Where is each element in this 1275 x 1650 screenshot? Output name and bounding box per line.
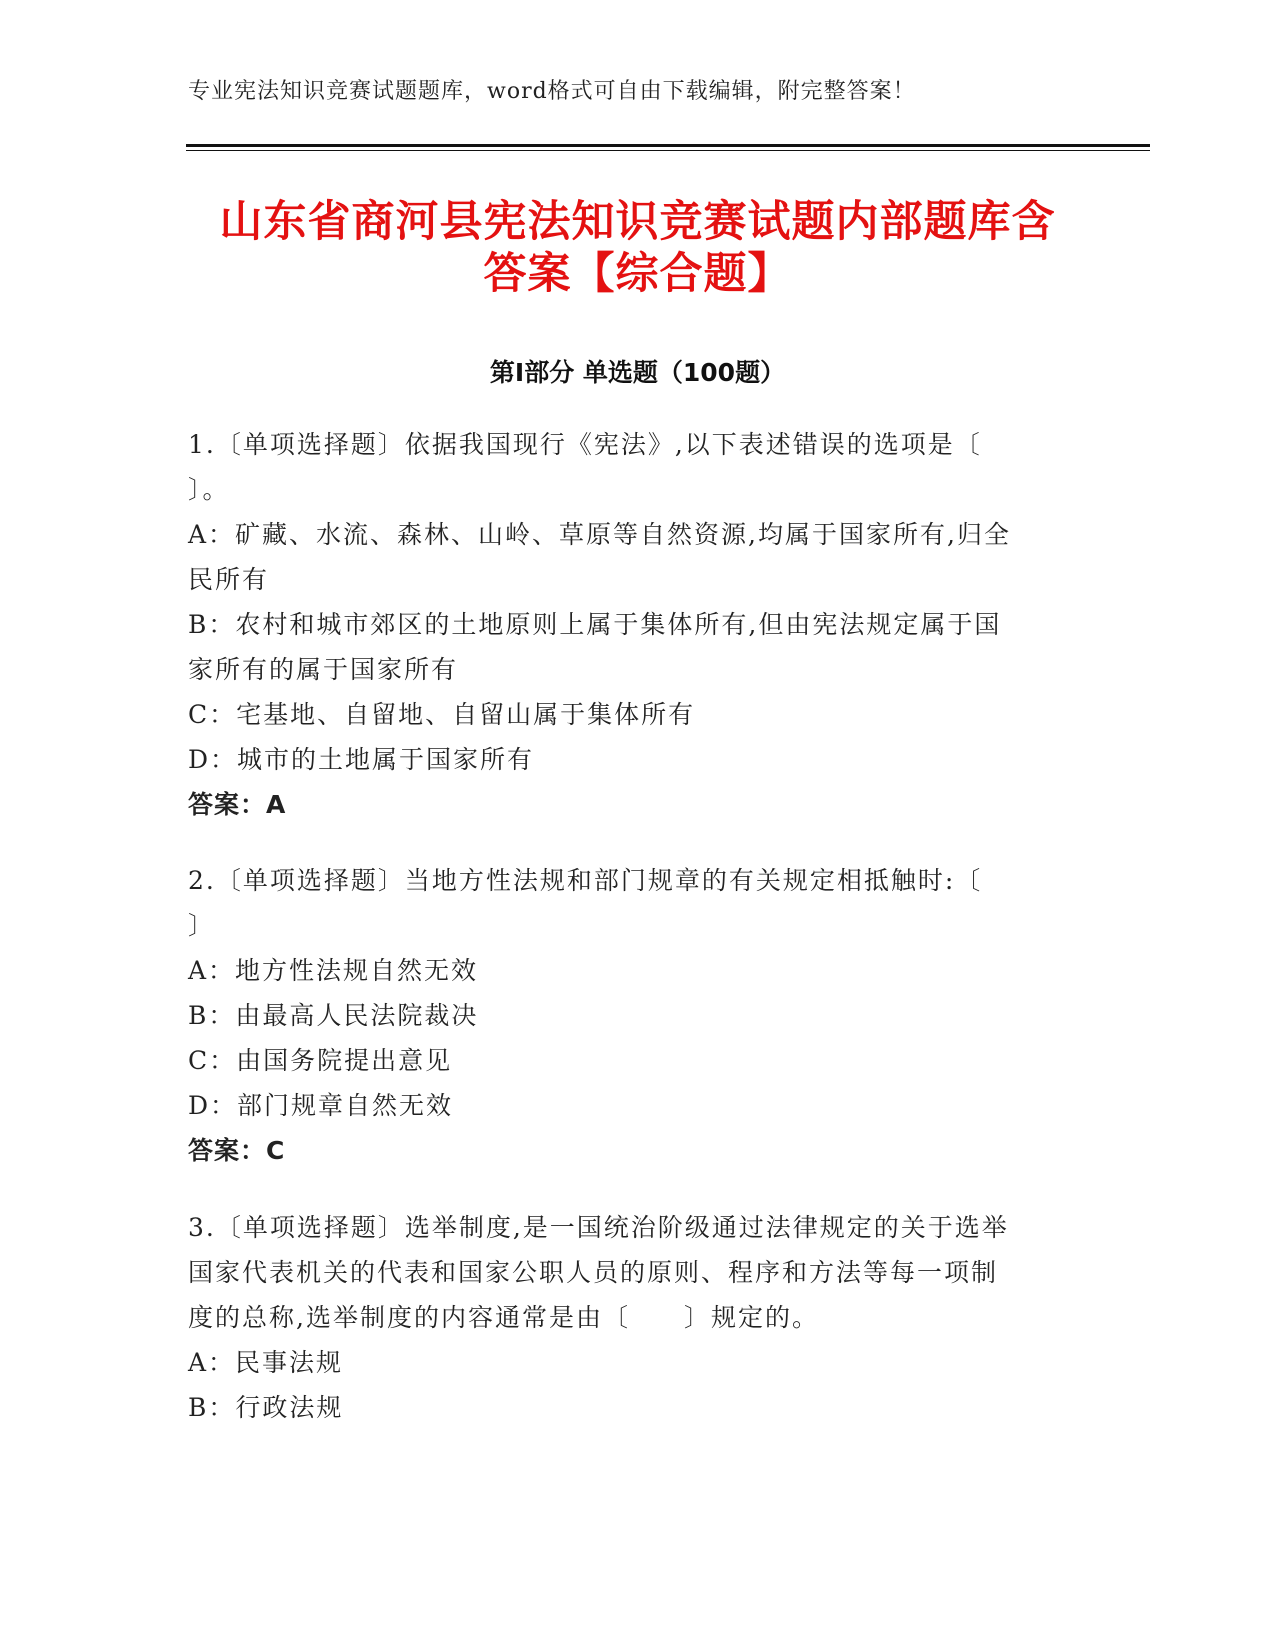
question-stem-line: 度的总称,选举制度的内容通常是由〔 〕规定的。 xyxy=(188,1303,819,1332)
question-2 xyxy=(188,858,1073,1173)
question-stem-line: 国家代表机关的代表和国家公职人员的原则、程序和方法等每一项制 xyxy=(188,1258,999,1287)
option-d-line: D：城市的土地属于国家所有 xyxy=(188,745,535,774)
question-3 xyxy=(188,1205,1073,1430)
question-stem-line: 2.〔单项选择题〕当地方性法规和部门规章的有关规定相抵触时:〔 xyxy=(188,866,983,895)
option-b-line: B：农村和城市郊区的土地原则上属于集体所有,但由宪法规定属于国 xyxy=(188,610,1002,639)
question-stem-line: 〕 xyxy=(188,911,216,940)
option-c-line: C：宅基地、自留地、自留山属于集体所有 xyxy=(188,700,696,729)
question-stem-line: 1.〔单项选择题〕依据我国现行《宪法》,以下表述错误的选项是〔 xyxy=(188,430,982,459)
title-line-2: 答案【综合题】 xyxy=(483,249,792,299)
option-a-line: A：民事法规 xyxy=(188,1348,344,1377)
header-note: 专业宪法知识竞赛试题题库，word格式可自由下载编辑，附完整答案！ xyxy=(188,79,916,104)
option-c-line: C：由国务院提出意见 xyxy=(188,1046,453,1075)
document-title xyxy=(150,196,1125,300)
question-stem-line: 〕。 xyxy=(188,475,230,504)
question-stem-line: 3.〔单项选择题〕选举制度,是一国统治阶级通过法律规定的关于选举 xyxy=(188,1213,1009,1242)
title-line-1: 山东省商河县宪法知识竞赛试题内部题库含 xyxy=(219,197,1056,247)
option-a-line: A：地方性法规自然无效 xyxy=(188,956,479,985)
header-rule-thin xyxy=(186,150,1150,151)
answer-label: 答案：C xyxy=(188,1136,286,1165)
answer-label: 答案：A xyxy=(188,790,287,819)
question-1 xyxy=(188,422,1073,827)
option-b-line: B：行政法规 xyxy=(188,1393,344,1422)
option-d-line: D：部门规章自然无效 xyxy=(188,1091,454,1120)
option-b-line: B：由最高人民法院裁决 xyxy=(188,1001,479,1030)
option-b-line: 家所有的属于国家所有 xyxy=(188,655,459,684)
header-rule-thick xyxy=(186,144,1150,147)
option-a-line: 民所有 xyxy=(188,565,270,594)
section-heading: 第I部分 单选题（100题） xyxy=(489,358,786,387)
option-a-line: A：矿藏、水流、森林、山岭、草原等自然资源,均属于国家所有,归全 xyxy=(188,520,1011,549)
